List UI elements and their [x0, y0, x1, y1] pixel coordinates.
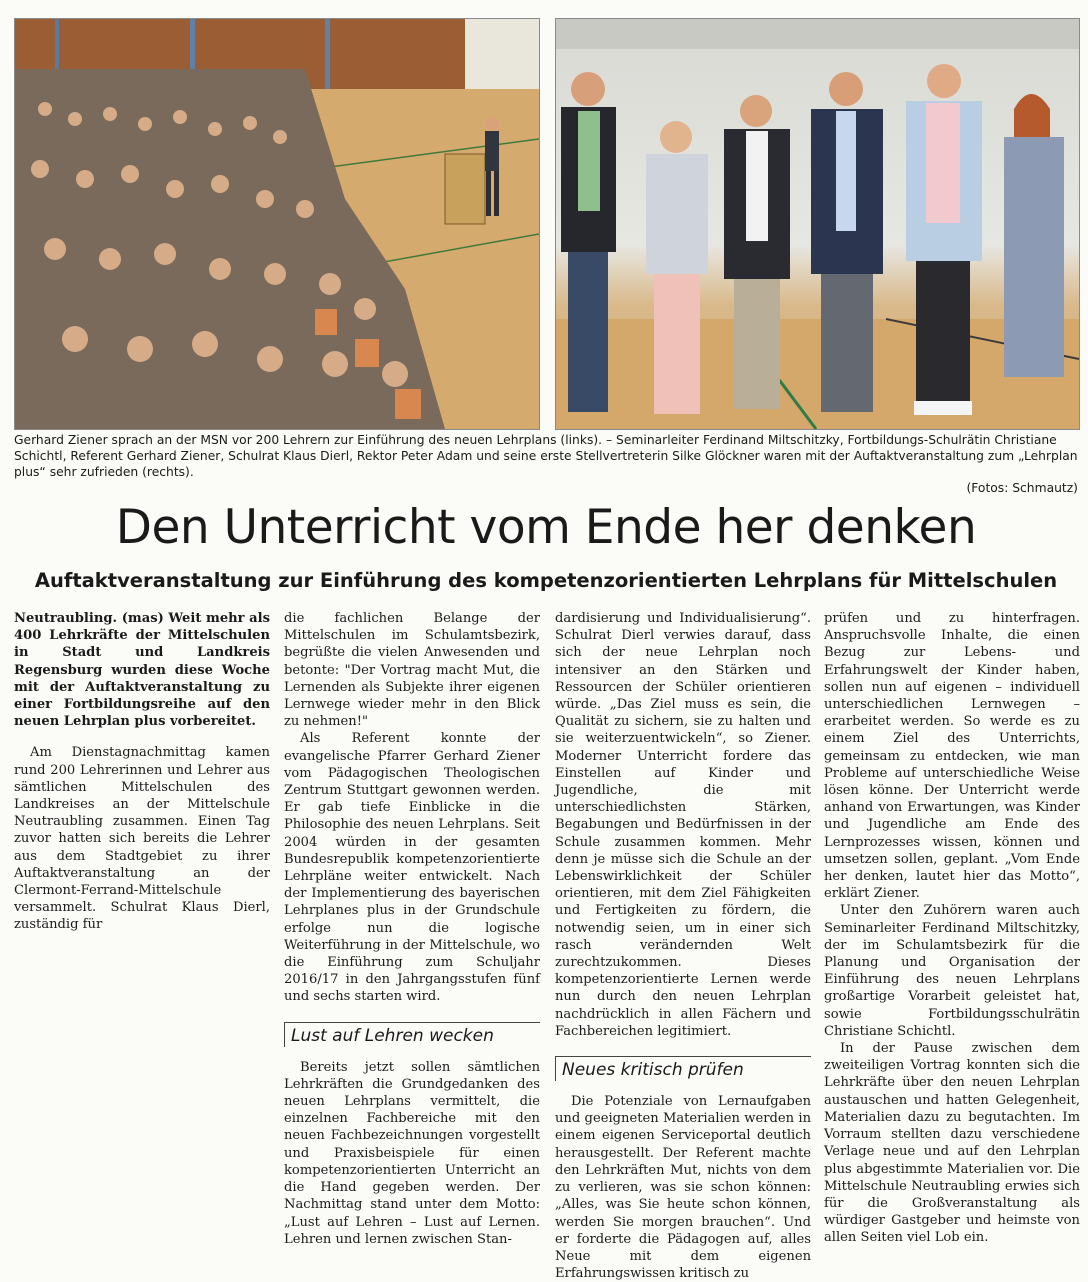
article-column-4	[824, 610, 1080, 1247]
paragraph: dardisierung und Individualisierung“. Schulrat Dierl verwies darauf, dass sich der neue Lehrplan noch intensiver an den Stärken und Ressourcen der Schüler orientieren würde. „Das Ziel muss es sein, die Qualität zu sichern, sie zu halten und sie weiterzuentwickeln“, so Ziener. Moderner Unterricht fordere das Einstellen auf Kinder und Jugendliche, die mit unterschiedlichsten Stärken, Begabungen und Bedürfnissen in der Schule zusammen kommen. Mehr denn je müsse sich die Schule an der Lebenswirklichkeit der Schüler orientieren, mit dem Ziel Fähigkeiten und Fertigkeiten zu fördern, die notwendig seien, um in einer sich rasch verändernden Welt zurechtzukommen. Dieses kompetenzorientierte Lernen werde nun durch den neuen Lehrplan nachdrücklich in allen Fächern und Fachbereichen legitimiert.	[555, 611, 811, 1039]
paragraph: In der Pause zwischen dem zweiteiligen Vortrag konnten sich die Lehrkräfte über den neuen Lehrplan austauschen und hatten Gelegenheit, Materialien dazu zu begutachten. Im Vorraum stellten dazu verschiedene Verlage neue und auf den Lehrplan plus abgestimmte Materialien vor. Die Mittelschule Neutraubling erwies sich für die Großveranstaltung als würdiger Gastgeber und heimste von allen Seiten viel Lob ein.	[824, 1041, 1080, 1246]
group-portrait-illustration	[556, 19, 1079, 429]
photo-group-portrait	[555, 18, 1080, 430]
photo-caption	[14, 432, 1078, 496]
article-subheadline: Auftaktveranstaltung zur Einführung des kompetenzorientierten Lehrplans für Mittelschulen	[34, 569, 1058, 592]
section-subhead: Neues kritisch prüfen	[555, 1056, 811, 1081]
photo-credit: (Fotos: Schmautz)	[966, 481, 1078, 495]
caption-text: Gerhard Ziener sprach an der MSN vor 200 Lehrern zur Einführung des neuen Lehrplans (links). – Seminarleiter Ferdinand Miltschitzky, Fortbildungs-Schulrätin Christiane Schichtl, Referent Gerhard Ziener, Schulrat Klaus Dierl, Rektor Peter Adam und seine erste Stellvertreterin Silke Glöckner waren mit der Auftaktveranstaltung zum „Lehrplan plus“ sehr zufrieden (rechts).	[14, 433, 1078, 479]
paragraph: Als Referent konnte der evangelische Pfarrer Gerhard Ziener vom Pädagogischen Theologischen Zentrum Stuttgart gewonnen werden. Er gab tiefe Einblicke in die Philosophie des neuen Lehrplans. Seit 2004 würden in der gesamten Bundesrepublik kompetenzorientierte Lehrpläne weiter entwickelt. Nach der Implementierung des bayerischen Lehrplanes plus in der Grundschule erfolge nun die logische Weiterführung in der Mittelschule, wo die Einführung zum Schuljahr 2016/17 in den Jahrgangsstufen fünf und sechs starten wird.	[284, 731, 540, 1005]
photo-lecture-hall	[14, 18, 540, 430]
lecture-hall-illustration	[15, 19, 539, 429]
paragraph: Bereits jetzt sollen sämtlichen Lehrkräften die Grundgedanken des neuen Lehrplans vermittelt, die einzelnen Fachbereiche mit den neuen Fachbezeichnungen vorgestellt und Praxisbeispiele für einen kompetenzorientierten Unterricht an die Hand gegeben werden. Der Nachmittag stand unter dem Motto: „Lust auf Lehren – Lust auf Lernen. Lehren und lernen zwischen Stan-	[284, 1059, 540, 1247]
article-column-3	[555, 610, 811, 1282]
article-lead: Neutraubling. (mas) Weit mehr als 400 Lehrkräfte der Mittelschulen in Stadt und Landkreis Regensburg wurden diese Woche mit der Auftaktveranstaltung zu einer Fortbildungsreihe auf den neuen Lehrplan plus vorbereitet.	[14, 611, 270, 730]
article-headline: Den Unterricht vom Ende her denken	[115, 500, 977, 555]
paragraph: Die Potenziale von Lernaufgaben und geeigneten Materialien werden in einem eigenen Serviceportal deutlich herausgestellt. Der Referent machte den Lehrkräften Mut, nichts von dem zu verlieren, was sie schon können: „Alles, was Sie heute schon können, werden Sie morgen brauchen“. Und er forderte die Pädagogen auf, alles Neue mit dem eigenen Erfahrungswissen kritisch zu	[555, 1094, 811, 1282]
paragraph: Am Dienstagnachmittag kamen rund 200 Lehrerinnen und Lehrer aus sämtlichen Mittelschulen des Landkreises an der Mittelschule Neutraubling zusammen. Einen Tag zuvor hatten sich bereits die Lehrer aus dem Stadtgebiet zu ihrer Auftaktveranstaltung an der Clermont-Ferrand-Mittelschule versammelt. Schulrat Klaus Dierl, zuständig für	[14, 745, 270, 933]
paragraph: die fachlichen Belange der Mittelschulen im Schulamtsbezirk, begrüßte die vielen Anwesenden und betonte: "Der Vortrag macht Mut, die Lernenden als Subjekte ihrer eigenen Lernwege wieder mehr in den Blick zu nehmen!"	[284, 611, 540, 730]
paragraph: Unter den Zuhörern waren auch Seminarleiter Ferdinand Miltschitzky, der im Schulamtsbezirk für die Planung und Organisation der Einführung des neuen Lehrplans großartige Vorarbeit geleistet hat, sowie Fortbildungsschulrätin Christiane Schichtl.	[824, 903, 1080, 1039]
article-column-2	[284, 610, 540, 1248]
article-column-1	[14, 610, 270, 934]
section-subhead: Lust auf Lehren wecken	[284, 1022, 540, 1047]
paragraph: prüfen und zu hinterfragen. Anspruchsvolle Inhalte, die einen Bezug zur Lebens- und Erfahrungswelt der Kinder haben, sollen nun auf eigenen – individuell unterschiedlichen Lernwegen – erarbeitet werden. So werde es zu einem Ziel des Unterrichts, gemeinsam zu entdecken, wie man Probleme auf unterschiedliche Weise lösen könne. Der Unterricht werde anhand von Erwartungen, was Kinder und Jugendliche am Ende des Lernprozesses wissen, können und umsetzen sollen, geplant. „Vom Ende her denken, lautet hier das Motto“, erklärt Ziener.	[824, 611, 1080, 902]
